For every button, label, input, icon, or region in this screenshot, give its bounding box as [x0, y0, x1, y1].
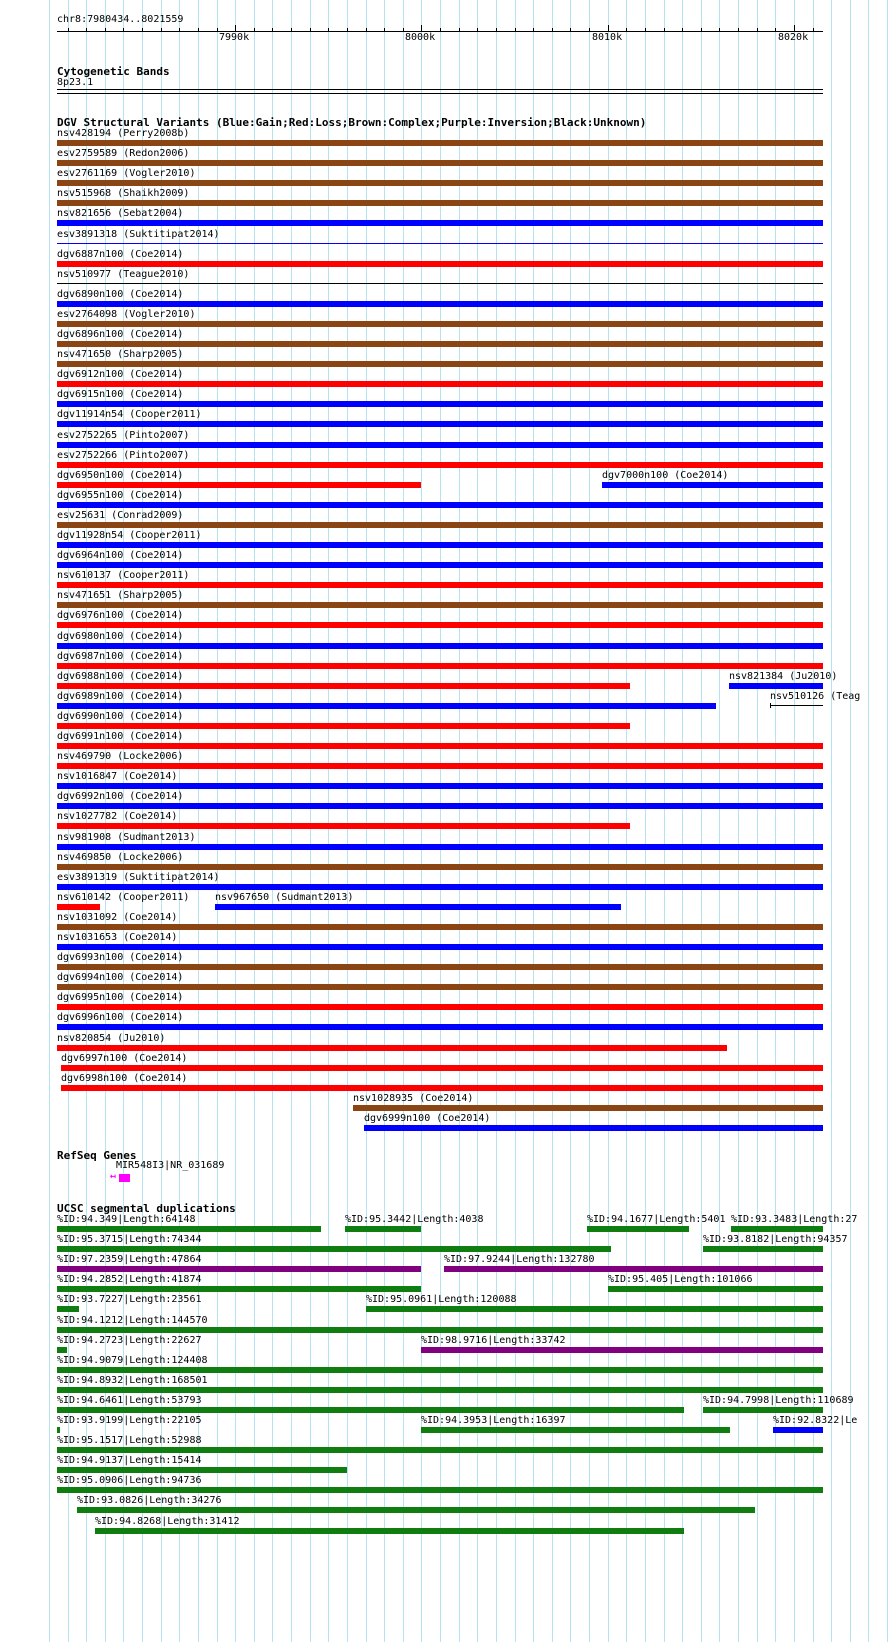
segdup-feature-label: %ID:95.1517|Length:52988 — [57, 1435, 202, 1446]
segdup-feature-label: %ID:94.6461|Length:53793 — [57, 1395, 202, 1406]
ruler-minor-tick — [645, 28, 646, 31]
dgv-feature-bar[interactable] — [57, 180, 823, 186]
refseq-title: RefSeq Genes — [57, 1149, 137, 1162]
dgv-feature-bar[interactable] — [729, 683, 823, 689]
ruler-tick-label: 8010k — [592, 32, 623, 43]
dgv-feature-label: nsv1031653 (Coe2014) — [57, 932, 178, 943]
segdup-feature-label: %ID:94.2852|Length:41874 — [57, 1274, 202, 1285]
dgv-feature-label: nsv515968 (Shaikh2009) — [57, 188, 190, 199]
dgv-feature-label: dgv6999n100 (Coe2014) — [364, 1113, 491, 1124]
ruler-major-tick — [608, 25, 609, 31]
dgv-feature-label: dgv6995n100 (Coe2014) — [57, 992, 184, 1003]
segdup-feature-label: %ID:93.7227|Length:23561 — [57, 1294, 202, 1305]
dgv-feature-bar[interactable] — [57, 442, 823, 448]
segdup-feature-bar[interactable] — [57, 1467, 347, 1473]
dgv-feature-bar[interactable] — [57, 361, 823, 367]
ruler-minor-tick — [738, 28, 739, 31]
segdup-feature-bar[interactable] — [57, 1286, 421, 1292]
segdup-feature-label: %ID:94.7998|Length:110689 — [703, 1395, 854, 1406]
dgv-feature-label: nsv820854 (Ju2010) — [57, 1033, 166, 1044]
segdup-feature-bar[interactable] — [773, 1427, 823, 1433]
segdup-feature-label: %ID:94.349|Length:64148 — [57, 1214, 196, 1225]
dgv-feature-bar[interactable] — [57, 1045, 727, 1051]
dgv-feature-bar[interactable] — [57, 341, 823, 347]
dgv-feature-bar[interactable] — [57, 261, 823, 267]
segdup-feature-bar[interactable] — [703, 1407, 823, 1413]
dgv-feature-bar[interactable] — [57, 243, 823, 244]
segdup-feature-bar[interactable] — [57, 1487, 823, 1493]
segdup-feature-label: %ID:94.9079|Length:124408 — [57, 1355, 208, 1366]
dgv-feature-bar[interactable] — [57, 823, 630, 829]
dgv-feature-bar[interactable] — [57, 562, 823, 568]
segdup-feature-label: %ID:98.9716|Length:33742 — [421, 1335, 566, 1346]
dgv-feature-bar[interactable] — [57, 462, 823, 468]
dgv-feature-label: dgv6987n100 (Coe2014) — [57, 651, 184, 662]
dgv-feature-label: nsv1027782 (Coe2014) — [57, 811, 178, 822]
ruler-line — [57, 31, 823, 32]
dgv-feature-bar[interactable] — [57, 283, 823, 284]
ruler-minor-tick — [161, 28, 162, 31]
gene-strand-arrow-icon: ↤ — [110, 1171, 117, 1182]
ruler-tick-label: 8000k — [405, 32, 436, 43]
dgv-feature-label: dgv6912n100 (Coe2014) — [57, 369, 184, 380]
dgv-feature-label: dgv6998n100 (Coe2014) — [61, 1073, 188, 1084]
ruler-minor-tick — [813, 28, 814, 31]
dgv-feature-label: esv2752265 (Pinto2007) — [57, 430, 190, 441]
segdup-feature-label: %ID:97.2359|Length:47864 — [57, 1254, 202, 1265]
dgv-feature-bar[interactable] — [57, 904, 100, 910]
segdup-feature-label: %ID:94.9137|Length:15414 — [57, 1455, 202, 1466]
dgv-feature-bar[interactable] — [57, 401, 823, 407]
dgv-feature-label: nsv981908 (Sudmant2013) — [57, 832, 196, 843]
cytoband-title: Cytogenetic Bands — [57, 65, 170, 78]
ruler-minor-tick — [403, 28, 404, 31]
ruler-minor-tick — [142, 28, 143, 31]
dgv-feature-cap — [770, 703, 771, 708]
dgv-feature-bar[interactable] — [57, 140, 823, 146]
segdup-feature-label: %ID:94.3953|Length:16397 — [421, 1415, 566, 1426]
dgv-feature-label: nsv469790 (Locke2006) — [57, 751, 184, 762]
ruler-minor-tick — [533, 28, 534, 31]
ruler-minor-tick — [68, 28, 69, 31]
dgv-feature-label: dgv11914n54 (Cooper2011) — [57, 409, 202, 420]
ruler-minor-tick — [254, 28, 255, 31]
dgv-feature-label: dgv6994n100 (Coe2014) — [57, 972, 184, 983]
dgv-feature-label: dgv6976n100 (Coe2014) — [57, 610, 184, 621]
ruler-minor-tick — [626, 28, 627, 31]
dgv-feature-bar[interactable] — [57, 220, 823, 226]
ruler-minor-tick — [291, 28, 292, 31]
dgv-feature-label: dgv11928n54 (Cooper2011) — [57, 530, 202, 541]
segdup-feature-bar[interactable] — [731, 1226, 823, 1232]
segdup-feature-bar[interactable] — [57, 1447, 823, 1453]
segdup-feature-bar[interactable] — [95, 1528, 684, 1534]
dgv-feature-bar[interactable] — [57, 783, 823, 789]
dgv-feature-label: nsv510126 (Teag — [770, 691, 861, 702]
segdup-feature-bar[interactable] — [608, 1286, 823, 1292]
dgv-feature-label: nsv1028935 (Coe2014) — [353, 1093, 474, 1104]
ruler-minor-tick — [198, 28, 199, 31]
segdup-feature-bar[interactable] — [77, 1507, 755, 1513]
dgv-feature-bar[interactable] — [57, 301, 823, 307]
dgv-feature-label: nsv1031092 (Coe2014) — [57, 912, 178, 923]
dgv-feature-bar[interactable] — [57, 1024, 823, 1030]
dgv-feature-bar[interactable] — [57, 743, 823, 749]
ruler-minor-tick — [105, 28, 106, 31]
cytoband-line-top — [57, 89, 823, 90]
dgv-feature-label: nsv428194 (Perry2008b) — [57, 128, 190, 139]
dgv-feature-bar[interactable] — [57, 683, 630, 689]
ruler-minor-tick — [589, 28, 590, 31]
dgv-feature-bar[interactable] — [770, 705, 823, 706]
dgv-feature-bar[interactable] — [57, 884, 823, 890]
segdup-feature-bar[interactable] — [57, 1246, 611, 1252]
dgv-feature-bar[interactable] — [57, 964, 823, 970]
dgv-feature-bar[interactable] — [57, 482, 421, 488]
ruler-tick-label: 8020k — [778, 32, 809, 43]
dgv-feature-label: dgv6988n100 (Coe2014) — [57, 671, 184, 682]
ruler-minor-tick — [515, 28, 516, 31]
segdup-feature-label: %ID:95.3442|Length:4038 — [345, 1214, 484, 1225]
segdup-title: UCSC segmental duplications — [57, 1202, 236, 1215]
segdup-feature-bar[interactable] — [57, 1387, 823, 1393]
dgv-feature-label: esv2752266 (Pinto2007) — [57, 450, 190, 461]
dgv-feature-bar[interactable] — [57, 321, 823, 327]
ruler-minor-tick — [328, 28, 329, 31]
dgv-feature-bar[interactable] — [57, 200, 823, 206]
dgv-feature-bar[interactable] — [57, 582, 823, 588]
segdup-feature-label: %ID:95.0906|Length:94736 — [57, 1475, 202, 1486]
dgv-feature-bar[interactable] — [61, 1065, 823, 1071]
ruler-minor-tick — [682, 28, 683, 31]
dgv-feature-label: dgv6993n100 (Coe2014) — [57, 952, 184, 963]
segdup-feature-label: %ID:94.8932|Length:168501 — [57, 1375, 208, 1386]
dgv-feature-label: esv2759589 (Redon2006) — [57, 148, 190, 159]
ruler-major-tick — [421, 25, 422, 31]
dgv-feature-bar[interactable] — [602, 482, 823, 488]
segdup-feature-label: %ID:94.1212|Length:144570 — [57, 1315, 208, 1326]
ruler-minor-tick — [570, 28, 571, 31]
dgv-feature-bar[interactable] — [57, 944, 823, 950]
cytoband-line-bottom — [57, 93, 823, 94]
segdup-feature-bar[interactable] — [57, 1367, 823, 1373]
gene-bar[interactable] — [119, 1174, 130, 1182]
dgv-feature-bar[interactable] — [61, 1085, 823, 1091]
segdup-feature-label: %ID:93.9199|Length:22105 — [57, 1415, 202, 1426]
dgv-feature-label: nsv1016847 (Coe2014) — [57, 771, 178, 782]
ruler-major-tick — [235, 25, 236, 31]
dgv-feature-label: nsv610142 (Cooper2011) — [57, 892, 190, 903]
segdup-feature-bar[interactable] — [444, 1266, 823, 1272]
dgv-feature-bar[interactable] — [57, 844, 823, 850]
ruler-minor-tick — [86, 28, 87, 31]
segdup-feature-label: %ID:93.3483|Length:27 — [731, 1214, 858, 1225]
dgv-feature-bar[interactable] — [215, 904, 621, 910]
ruler-minor-tick — [384, 28, 385, 31]
dgv-feature-bar[interactable] — [57, 803, 823, 809]
segdup-feature-label: %ID:95.405|Length:101066 — [608, 1274, 753, 1285]
ruler-minor-tick — [347, 28, 348, 31]
dgv-feature-label: dgv7000n100 (Coe2014) — [602, 470, 729, 481]
segdup-feature-label: %ID:93.0826|Length:34276 — [77, 1495, 222, 1506]
dgv-feature-bar[interactable] — [57, 160, 823, 166]
dgv-feature-label: dgv6964n100 (Coe2014) — [57, 550, 184, 561]
dgv-feature-label: dgv6980n100 (Coe2014) — [57, 631, 184, 642]
dgv-feature-bar[interactable] — [57, 1004, 823, 1010]
ruler-tick-label: 7990k — [219, 32, 250, 43]
dgv-feature-bar[interactable] — [364, 1125, 823, 1131]
dgv-feature-label: dgv6950n100 (Coe2014) — [57, 470, 184, 481]
dgv-feature-label: dgv6989n100 (Coe2014) — [57, 691, 184, 702]
dgv-feature-bar[interactable] — [57, 864, 823, 870]
segdup-feature-bar[interactable] — [421, 1427, 730, 1433]
ruler-minor-tick — [272, 28, 273, 31]
dgv-feature-label: esv3891319 (Suktitipat2014) — [57, 872, 220, 883]
dgv-feature-label: dgv6887n100 (Coe2014) — [57, 249, 184, 260]
dgv-feature-bar[interactable] — [57, 663, 823, 669]
dgv-feature-bar[interactable] — [353, 1105, 823, 1111]
dgv-feature-label: nsv821656 (Sebat2004) — [57, 208, 184, 219]
dgv-feature-label: dgv6992n100 (Coe2014) — [57, 791, 184, 802]
dgv-feature-label: nsv610137 (Cooper2011) — [57, 570, 190, 581]
ruler-minor-tick — [496, 28, 497, 31]
dgv-feature-label: nsv510977 (Teague2010) — [57, 269, 190, 280]
segdup-feature-bar[interactable] — [421, 1347, 823, 1353]
ruler-minor-tick — [217, 28, 218, 31]
segdup-feature-bar[interactable] — [345, 1226, 421, 1232]
segdup-feature-bar[interactable] — [57, 1306, 79, 1312]
ruler-minor-tick — [719, 28, 720, 31]
dgv-feature-bar[interactable] — [57, 421, 823, 427]
segdup-feature-label: %ID:94.1677|Length:5401 — [587, 1214, 726, 1225]
dgv-feature-label: dgv6996n100 (Coe2014) — [57, 1012, 184, 1023]
dgv-feature-bar[interactable] — [57, 502, 823, 508]
dgv-feature-label: nsv469850 (Locke2006) — [57, 852, 184, 863]
ruler-minor-tick — [179, 28, 180, 31]
segdup-feature-label: %ID:94.8268|Length:31412 — [95, 1516, 240, 1527]
dgv-feature-bar[interactable] — [57, 522, 823, 528]
dgv-feature-label: dgv6997n100 (Coe2014) — [61, 1053, 188, 1064]
segdup-feature-label: %ID:95.3715|Length:74344 — [57, 1234, 202, 1245]
ruler-minor-tick — [123, 28, 124, 31]
dgv-feature-label: esv25631 (Conrad2009) — [57, 510, 184, 521]
dgv-feature-bar[interactable] — [57, 643, 823, 649]
dgv-feature-label: dgv6896n100 (Coe2014) — [57, 329, 184, 340]
ruler-minor-tick — [310, 28, 311, 31]
segdup-feature-bar[interactable] — [57, 1347, 67, 1353]
segdup-feature-label: %ID:92.8322|Le — [773, 1415, 858, 1426]
segdup-feature-bar[interactable] — [57, 1327, 823, 1333]
dgv-feature-label: nsv471651 (Sharp2005) — [57, 590, 184, 601]
ruler-minor-tick — [664, 28, 665, 31]
dgv-title: DGV Structural Variants (Blue:Gain;Red:Loss;Brown:Complex;Purple:Inversion;Black:Unknown) — [57, 116, 647, 129]
segdup-feature-bar[interactable] — [57, 1407, 684, 1413]
ruler-major-tick — [794, 25, 795, 31]
gene-label: MIR548I3|NR_031689 — [116, 1160, 225, 1171]
segdup-feature-label: %ID:95.0961|Length:120088 — [366, 1294, 517, 1305]
dgv-feature-label: esv2764098 (Vogler2010) — [57, 309, 196, 320]
dgv-feature-bar[interactable] — [57, 763, 823, 769]
segdup-feature-bar[interactable] — [587, 1226, 689, 1232]
segdup-feature-label: %ID:93.8182|Length:94357 — [703, 1234, 848, 1245]
dgv-feature-label: nsv821384 (Ju2010) — [729, 671, 838, 682]
dgv-feature-bar[interactable] — [57, 602, 823, 608]
dgv-feature-label: dgv6991n100 (Coe2014) — [57, 731, 184, 742]
cytoband-label: 8p23.1 — [57, 77, 94, 88]
segdup-feature-bar[interactable] — [366, 1306, 823, 1312]
ruler-minor-tick — [701, 28, 702, 31]
segdup-feature-bar[interactable] — [703, 1246, 823, 1252]
segdup-feature-bar[interactable] — [57, 1226, 321, 1232]
ruler-minor-tick — [440, 28, 441, 31]
segdup-feature-bar[interactable] — [57, 1427, 60, 1433]
segdup-feature-label: %ID:97.9244|Length:132780 — [444, 1254, 595, 1265]
dgv-feature-bar[interactable] — [57, 381, 823, 387]
dgv-feature-label: dgv6990n100 (Coe2014) — [57, 711, 184, 722]
dgv-feature-label: esv2761169 (Vogler2010) — [57, 168, 196, 179]
ruler-minor-tick — [775, 28, 776, 31]
ruler-coords: chr8:7980434..8021559 — [57, 14, 184, 25]
ruler-minor-tick — [459, 28, 460, 31]
dgv-feature-label: dgv6890n100 (Coe2014) — [57, 289, 184, 300]
dgv-feature-label: esv3891318 (Suktitipat2014) — [57, 229, 220, 240]
dgv-feature-bar[interactable] — [57, 723, 630, 729]
dgv-feature-label: nsv967650 (Sudmant2013) — [215, 892, 354, 903]
ruler-minor-tick — [366, 28, 367, 31]
ruler-minor-tick — [757, 28, 758, 31]
dgv-feature-label: dgv6955n100 (Coe2014) — [57, 490, 184, 501]
dgv-feature-label: dgv6915n100 (Coe2014) — [57, 389, 184, 400]
dgv-feature-label: nsv471650 (Sharp2005) — [57, 349, 184, 360]
ruler-minor-tick — [552, 28, 553, 31]
dgv-feature-bar[interactable] — [57, 622, 823, 628]
dgv-feature-bar[interactable] — [57, 542, 823, 548]
dgv-feature-bar[interactable] — [57, 984, 823, 990]
segdup-feature-bar[interactable] — [57, 1266, 421, 1272]
segdup-feature-label: %ID:94.2723|Length:22627 — [57, 1335, 202, 1346]
dgv-feature-bar[interactable] — [57, 703, 716, 709]
ruler-minor-tick — [477, 28, 478, 31]
dgv-feature-bar[interactable] — [57, 924, 823, 930]
